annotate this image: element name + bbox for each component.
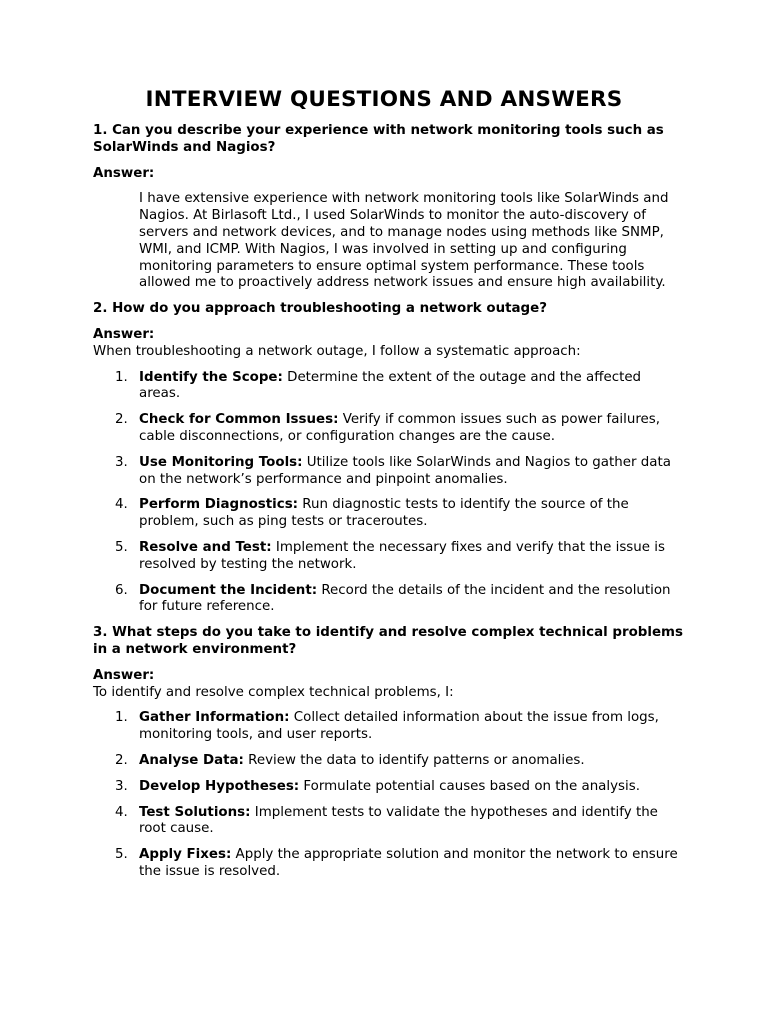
answer-1-paragraph: I have extensive experience with network monitoring tools like SolarWinds and Nagios. At Birlasoft Ltd., I used SolarWinds to monitor the auto-discovery of servers and network devices, and to manage nodes using methods like SNMP, WMI, and ICMP. With Nagios, I was involved in setting up and configuring monitoring parameters to ensure optimal system performance. These tools allowed me to proactively address network issues and ensure high availability. bbox=[139, 191, 669, 291]
list-item bbox=[93, 583, 683, 617]
list-item bbox=[93, 753, 683, 770]
list-item-number: 2. bbox=[115, 412, 128, 428]
list-item-term: Document the Incident: bbox=[139, 582, 318, 598]
list-item bbox=[93, 455, 683, 489]
list-item-term: Analyse Data: bbox=[139, 752, 244, 768]
list-item-text: Apply the appropriate solution and monitor the network to ensure the issue is resolved. bbox=[139, 847, 678, 879]
problem-solving-steps-list bbox=[93, 710, 683, 880]
list-item-number: 5. bbox=[115, 539, 128, 555]
list-item-number: 5. bbox=[115, 847, 128, 863]
answer-label-1: Answer: bbox=[93, 165, 155, 181]
list-item-number: 1. bbox=[115, 710, 128, 726]
list-item-term: Check for Common Issues: bbox=[139, 412, 339, 428]
list-item-number: 4. bbox=[115, 497, 128, 513]
list-item-number: 4. bbox=[115, 804, 128, 820]
list-item-term: Develop Hypotheses: bbox=[139, 778, 300, 794]
list-item-term: Resolve and Test: bbox=[139, 539, 272, 555]
list-item-number: 2. bbox=[115, 752, 128, 768]
list-item-number: 6. bbox=[115, 582, 128, 598]
list-item-text: Implement tests to validate the hypotheses and identify the root cause. bbox=[139, 804, 658, 837]
list-item bbox=[93, 370, 683, 404]
list-item bbox=[93, 847, 683, 881]
list-item-text: Formulate potential causes based on the analysis. bbox=[299, 778, 640, 794]
list-item-term: Perform Diagnostics: bbox=[139, 497, 299, 513]
question-3: 3. What steps do you take to identify and resolve complex technical problems in a network environment? bbox=[93, 625, 683, 657]
list-item-term: Use Monitoring Tools: bbox=[139, 454, 303, 470]
list-item-term: Gather Information: bbox=[139, 710, 290, 726]
question-2: 2. How do you approach troubleshooting a network outage? bbox=[93, 301, 547, 317]
list-item-term: Identify the Scope: bbox=[139, 369, 283, 385]
document-body bbox=[93, 123, 683, 881]
list-item bbox=[93, 540, 683, 574]
list-item-text: Determine the extent of the outage and the affected areas. bbox=[139, 369, 642, 402]
list-item-text: Review the data to identify patterns or anomalies. bbox=[243, 752, 585, 768]
list-item bbox=[93, 710, 683, 744]
answer-label-2: Answer: bbox=[93, 326, 155, 342]
troubleshooting-steps-list bbox=[93, 370, 683, 617]
list-item bbox=[93, 412, 683, 446]
list-item bbox=[93, 805, 683, 839]
list-item-term: Apply Fixes: bbox=[139, 847, 232, 863]
list-item-text: Utilize tools like SolarWinds and Nagios to gather data on the network’s performance and pinpoint anomalies. bbox=[139, 454, 671, 487]
answer-3-intro: To identify and resolve complex technical problems, I: bbox=[93, 684, 454, 700]
list-item-number: 1. bbox=[115, 369, 128, 385]
list-item bbox=[93, 779, 683, 796]
list-item-number: 3. bbox=[115, 778, 128, 794]
list-item-text: Implement the necessary fixes and verify that the issue is resolved by testing the network. bbox=[139, 539, 665, 572]
list-item-number: 3. bbox=[115, 454, 128, 470]
page-title: INTERVIEW QUESTIONS AND ANSWERS bbox=[145, 87, 623, 112]
answer-label-3: Answer: bbox=[93, 667, 155, 683]
list-item-term: Test Solutions: bbox=[139, 804, 251, 820]
list-item-text: Record the details of the incident and the resolution for future reference. bbox=[139, 582, 671, 615]
answer-2-intro: When troubleshooting a network outage, I follow a systematic approach: bbox=[93, 343, 581, 359]
list-item-text: Run diagnostic tests to identify the source of the problem, such as ping tests or traceroutes. bbox=[139, 497, 629, 530]
list-item-text: Verify if common issues such as power failures, cable disconnections, or configuration changes are the cause. bbox=[139, 412, 661, 444]
question-1: 1. Can you describe your experience with network monitoring tools such as SolarWinds and Nagios? bbox=[93, 123, 664, 155]
list-item-text: Collect detailed information about the issue from logs, monitoring tools, and user reports. bbox=[139, 710, 659, 743]
list-item bbox=[93, 497, 683, 531]
